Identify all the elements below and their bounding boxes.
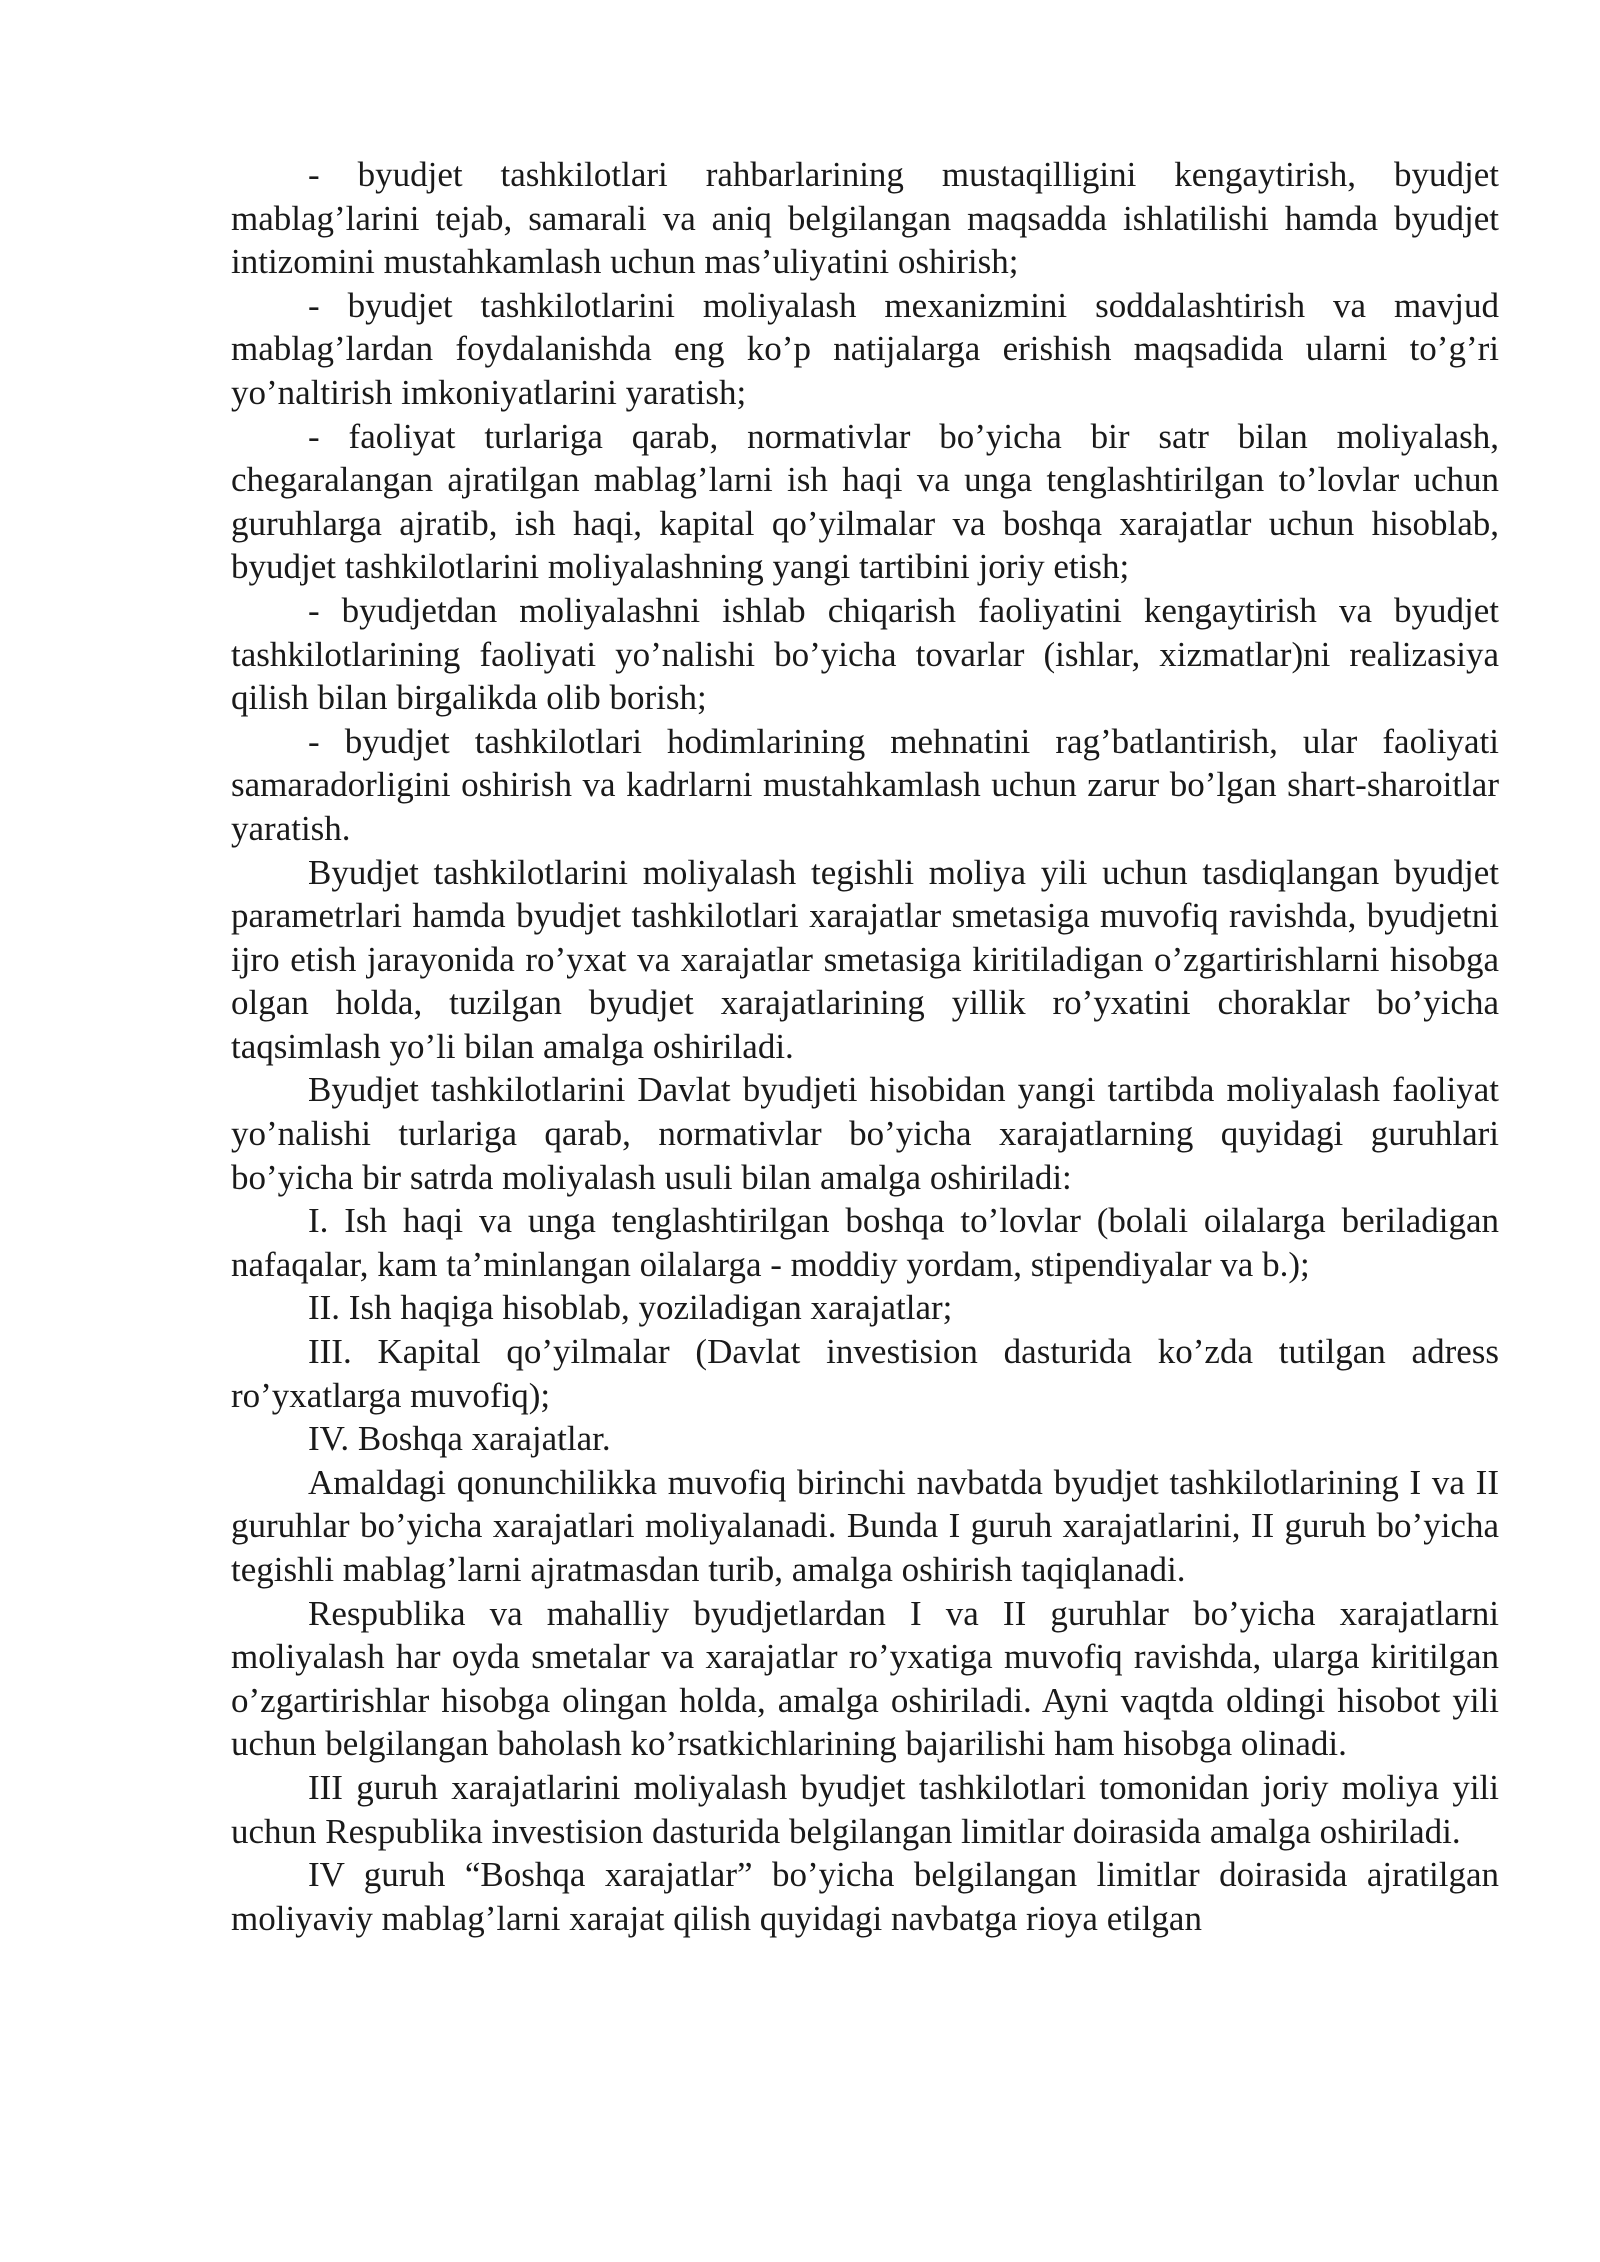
body-paragraph: Amaldagi qonunchilikka muvofiq birinchi navbatda byudjet tashkilotlarining I va II guruhlar bo’yicha xarajatlari moliyalanadi. Bunda I guruh xarajatlarini, II guruh bo’yicha tegishli mablag’larni ajratmasdan turib, amalga oshirish taqiqlanadi. <box>231 1462 1499 1589</box>
body-paragraph: Respublika va mahalliy byudjetlardan I va II guruhlar bo’yicha xarajatlarni moliyalash har oyda smetalar va xarajatlar ro’yxatiga muvofiq ravishda, ularga kiritilgan o’zgartirishlar hisobga olingan holda, amalga oshiriladi. Ayni vaqtda oldingi hisobot yili uchun belgilangan baholash ko’rsatkichlarining bajarilishi ham hisobga olinadi. <box>231 1593 1499 1764</box>
numbered-item: III. Kapital qo’yilmalar (Davlat investision dasturida ko’zda tutilgan adress ro’yxatlarga muvofiq); <box>231 1332 1499 1415</box>
bullet-paragraph: - byudjet tashkilotlari rahbarlarining mustaqilligini kengaytirish, byudjet mablag’larini tejab, samarali va aniq belgilangan maqsadda ishlatilishi hamda byudjet intizomini mustahkamlash uchun mas’uliyatini oshirish; <box>231 155 1499 282</box>
body-paragraph: Byudjet tashkilotlarini Davlat byudjeti hisobidan yangi tartibda moliyalash faoliyat yo’nalishi turlariga qarab, normativlar bo’yicha xarajatlarning quyidagi guruhlari bo’yicha bir satrda moliyalash usuli bilan amalga oshiriladi: <box>231 1070 1499 1197</box>
bullet-paragraph: - byudjet tashkilotlarini moliyalash mexanizmini soddalashtirish va mavjud mablag’lardan foydalanishda eng ko’p natijalarga erishish maqsadida ularni to’g’ri yo’naltirish imkoniyatlarini yaratish; <box>231 285 1499 412</box>
numbered-item: IV. Boshqa xarajatlar. <box>308 1419 611 1459</box>
bullet-paragraph: - byudjet tashkilotlari hodimlarining mehnatini rag’batlantirish, ular faoliyati samaradorligini oshirish va kadrlarni mustahkamlash uchun zarur bo’lgan shart-sharoitlar yaratish. <box>231 721 1499 848</box>
bullet-paragraph: - faoliyat turlariga qarab, normativlar bo’yicha bir satr bilan moliyalash, chegaralangan ajratilgan mablag’larni ish haqi va unga tenglashtirilgan to’lovlar uchun guruhlarga ajratib, ish haqi, kapital qo’yilmalar va boshqa xarajatlar uchun hisoblab, byudjet tashkilotlarini moliyalashning yangi tartibini joriy etish; <box>231 416 1499 587</box>
body-paragraph: III guruh xarajatlarini moliyalash byudjet tashkilotlari tomonidan joriy moliya yili uchun Respublika investision dasturida belgilangan limitlar doirasida amalga oshiriladi. <box>231 1767 1499 1851</box>
bullet-paragraph: - byudjetdan moliyalashni ishlab chiqarish faoliyatini kengaytirish va byudjet tashkilotlarining faoliyati yo’nalishi bo’yicha tovarlar (ishlar, xizmatlar)ni realizasiya qilish bilan birgalikda olib borish; <box>231 590 1499 718</box>
body-paragraph: IV guruh “Boshqa xarajatlar” bo’yicha belgilangan limitlar doirasida ajratilgan moliyaviy mablag’larni xarajat qilish quyidagi navbatga rioya etilgan <box>231 1855 1499 1938</box>
document-page <box>231 153 1499 1940</box>
body-paragraph: Byudjet tashkilotlarini moliyalash tegishli moliya yili uchun tasdiqlangan byudjet parametrlari hamda byudjet tashkilotlari xarajatlar smetasiga muvofiq ravishda, byudjetni ijro etish jarayonida ro’yxat va xarajatlar smetasiga kiritiladigan o’zgartirishlarni hisobga olgan holda, tuzilgan byudjet xarajatlarining yillik ro’yxatini choraklar bo’yicha taqsimlash yo’li bilan amalga oshiriladi. <box>231 852 1499 1066</box>
numbered-item: II. Ish haqiga hisoblab, yoziladigan xarajatlar; <box>308 1288 953 1328</box>
numbered-item: I. Ish haqi va unga tenglashtirilgan boshqa to’lovlar (bolali oilalarga beriladigan nafaqalar, kam ta’minlangan oilalarga - moddiy yordam, stipendiyalar va b.); <box>231 1201 1499 1284</box>
